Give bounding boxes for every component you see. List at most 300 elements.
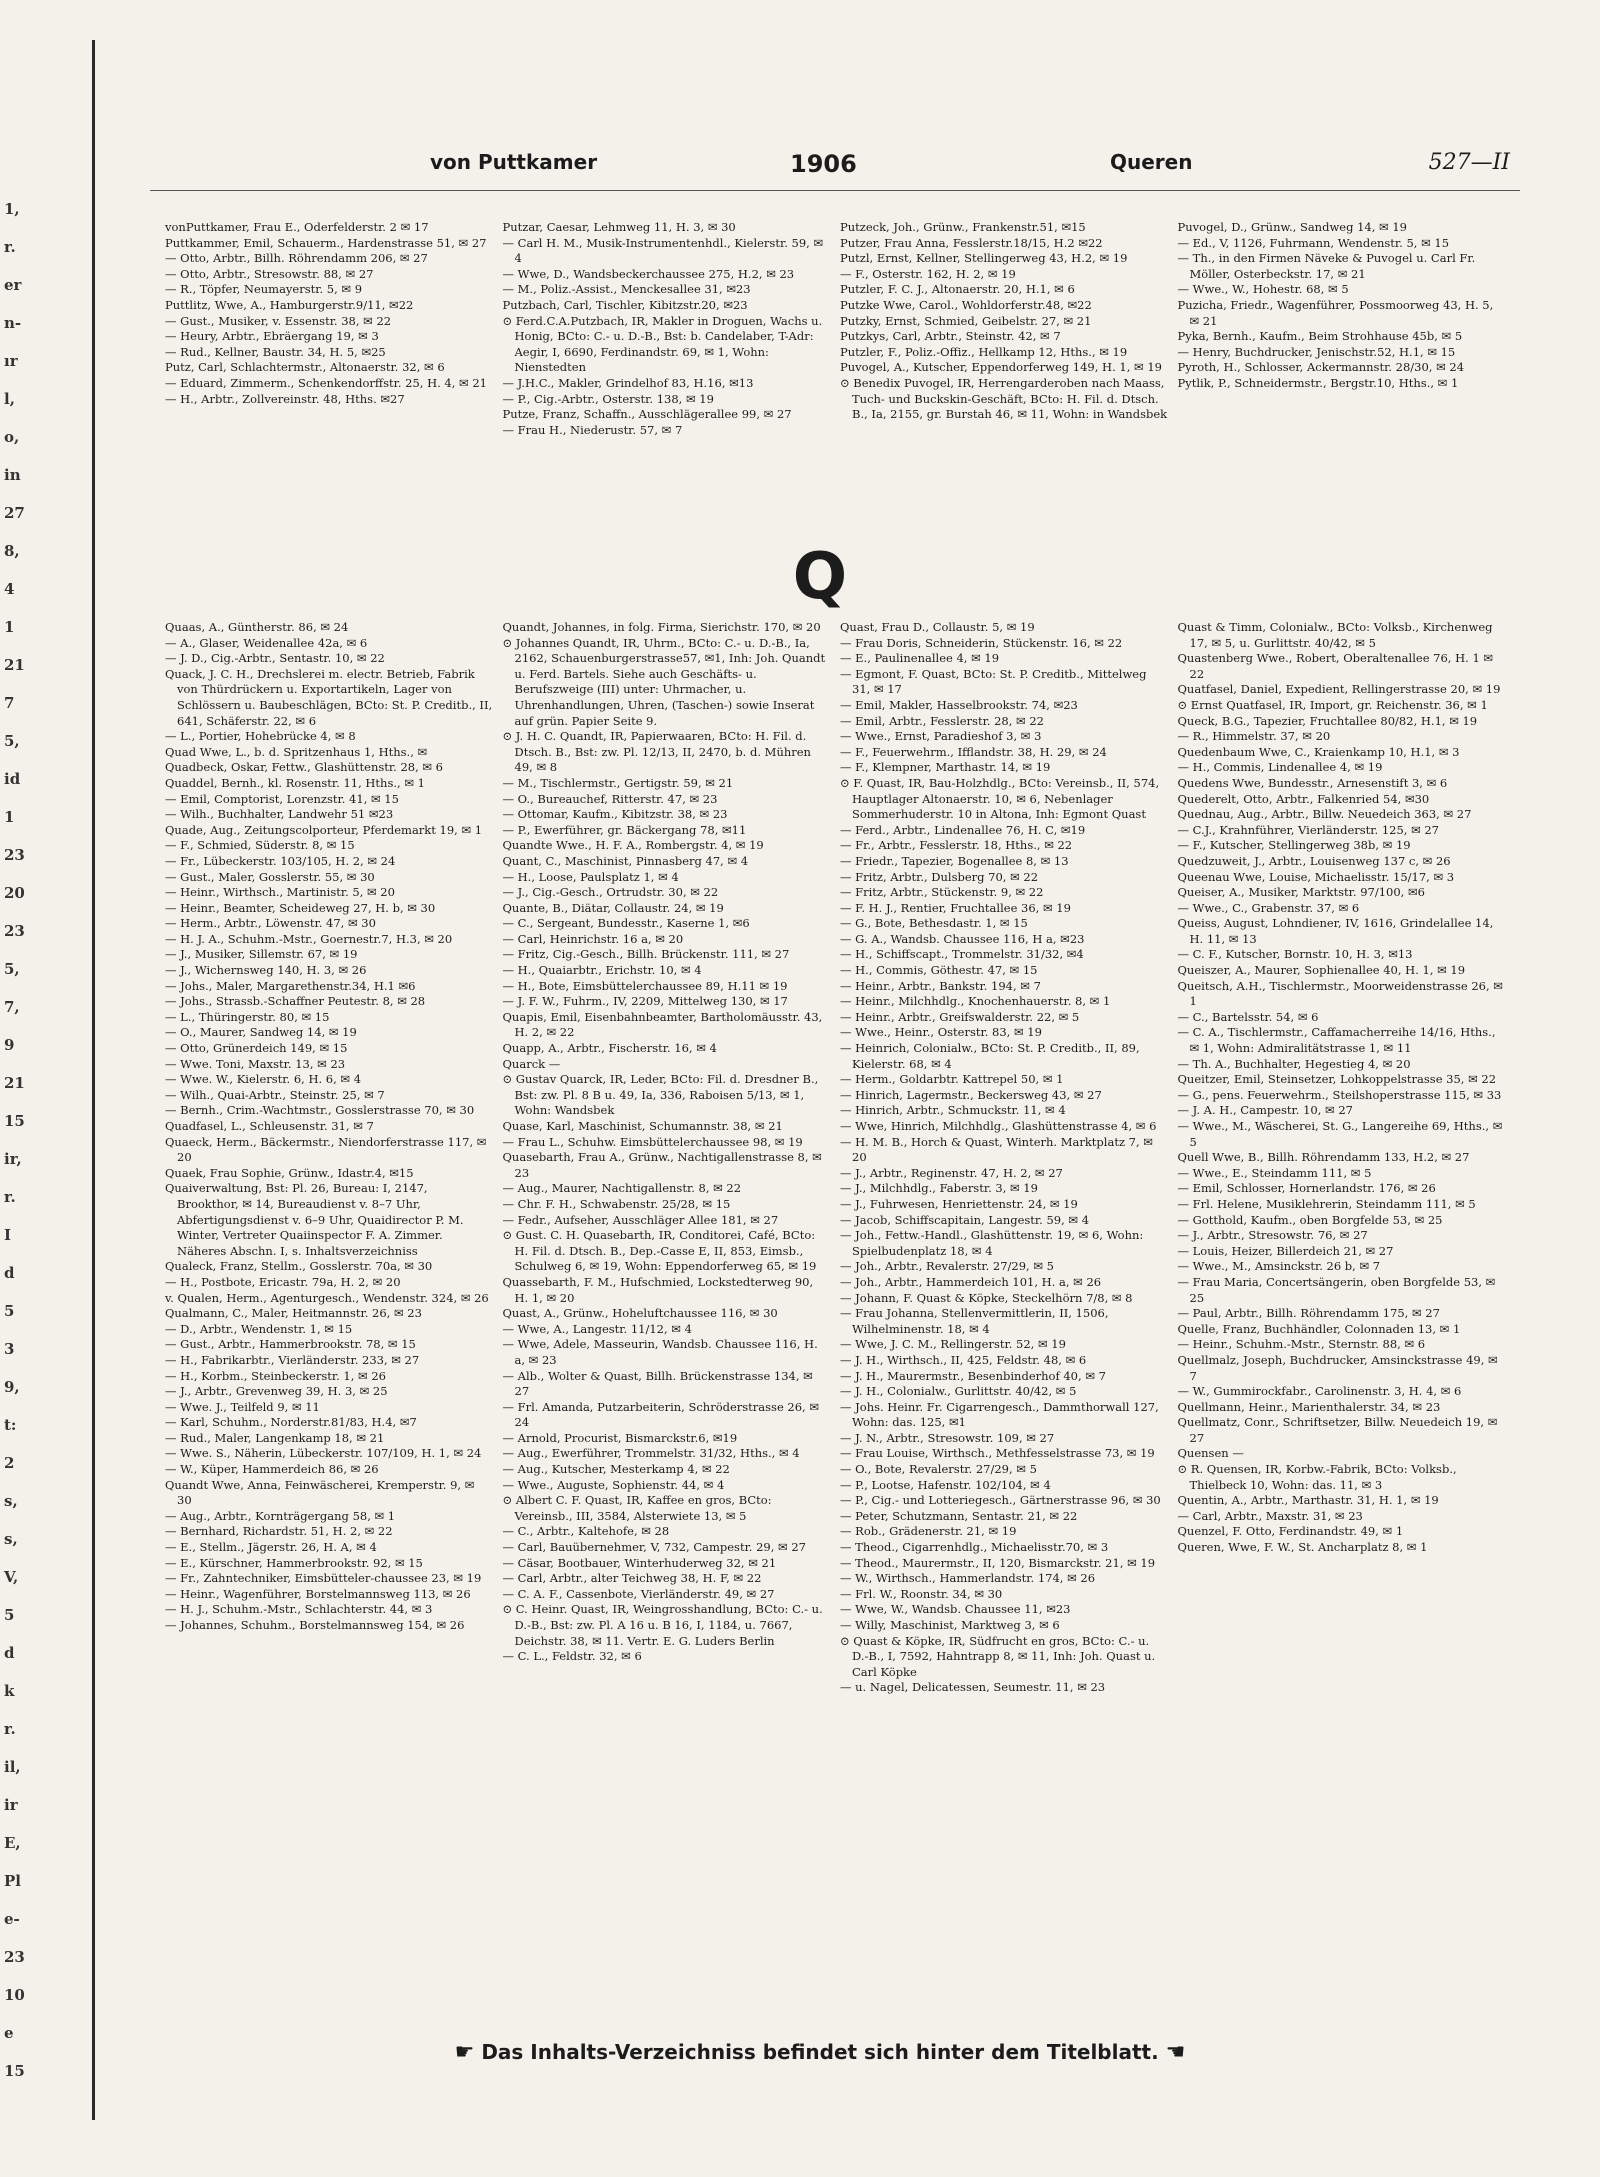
directory-entry: — Johannes, Schuhm., Borstelmannsweg 154, ✉ 26 bbox=[165, 1618, 465, 1632]
directory-entry: Puttlitz, Wwe, A., Hamburgerstr.9/11, ✉22 bbox=[165, 297, 414, 312]
directory-entry: — Gust., Musiker, v. Essenstr. 38, ✉ 22 bbox=[165, 313, 392, 328]
directory-entry: Putz, Carl, Schlachtermstr., Altonaerstr. 32, ✉ 6 bbox=[165, 360, 445, 375]
directory-entry: — Frl. Amanda, Putzarbeiterin, Schröderstrasse 26, ✉ 24 bbox=[502, 1399, 819, 1430]
directory-entry: — J., Arbtr., Grevenweg 39, H. 3, ✉ 25 bbox=[165, 1384, 388, 1399]
top-entries bbox=[165, 220, 1505, 520]
directory-entry: Quaddel, Bernh., kl. Rosenstr. 11, Hths., ✉ 1 bbox=[165, 775, 425, 790]
directory-entry: — Hinrich, Arbtr., Schmuckstr. 11, ✉ 4 bbox=[840, 1103, 1066, 1118]
directory-entry: — u. Nagel, Delicatessen, Seumestr. 11, ✉ 23 bbox=[840, 1680, 1106, 1695]
directory-entry: — J. F. W., Fuhrm., IV, 2209, Mittelweg 130, ✉ 17 bbox=[502, 994, 788, 1009]
header-last-entry: Queren bbox=[1110, 150, 1193, 174]
directory-entry: — Heinr., Wirthsch., Martinistr. 5, ✉ 20 bbox=[165, 885, 395, 900]
directory-entry: — P., Cig.-Arbtr., Osterstr. 138, ✉ 19 bbox=[502, 391, 714, 406]
margin-fragment: il, bbox=[4, 1758, 21, 1776]
directory-entry: Quandt, Johannes, in folg. Firma, Sierichstr. 170, ✉ 20 bbox=[502, 620, 821, 634]
directory-entry: Quante, B., Diätar, Collaustr. 24, ✉ 19 bbox=[502, 900, 724, 915]
directory-entry: Queiszer, A., Maurer, Sophienallee 40, H. 1, ✉ 19 bbox=[1177, 963, 1466, 978]
directory-entry: — W., Gummirockfabr., Carolinenstr. 3, H. 4, ✉ 6 bbox=[1177, 1384, 1462, 1399]
directory-entry: ⊙ Gust. C. H. Quasebarth, IR, Conditorei, Café, BCto: H. Fil. d. Dtsch. B., Dep.-Casse E, II, 853, Eimsb., Schulweg 6, ✉ 19, Wohn: Eppendorferweg 65, ✉ 19 bbox=[502, 1228, 817, 1274]
margin-fragment: 8, bbox=[4, 542, 20, 560]
directory-entry: Puzicha, Friedr., Wagenführer, Possmoorweg 43, H. 5, ✉ 21 bbox=[1177, 297, 1494, 328]
directory-entry: Quandt Wwe, Anna, Feinwäscherei, Kremperstr. 9, ✉ 30 bbox=[165, 1477, 475, 1508]
directory-entry: — Alb., Wolter & Quast, Billh. Brückenstrasse 134, ✉ 27 bbox=[502, 1368, 813, 1399]
section-letter: Q bbox=[792, 540, 848, 614]
directory-entry: — J. H., Maurermstr., Besenbinderhof 40, ✉ 7 bbox=[840, 1368, 1106, 1383]
directory-entry: — Emil, Comptorist, Lorenzstr. 41, ✉ 15 bbox=[165, 791, 399, 806]
directory-entry: — Fritz, Arbtr., Stückenstr. 9, ✉ 22 bbox=[840, 885, 1044, 900]
margin-fragment: 7 bbox=[4, 694, 15, 712]
directory-entry: Quast & Timm, Colonialw., BCto: Volksb., Kirchenweg 17, ✉ 5, u. Gurlittstr. 40/42, ✉ 5 bbox=[1177, 620, 1493, 650]
directory-entry: Puvogel, A., Kutscher, Eppendorferweg 149, H. 1, ✉ 19 bbox=[840, 360, 1162, 375]
pointing-hand-left-icon: ☛ bbox=[454, 2040, 475, 2065]
directory-entry: — H., Loose, Paulsplatz 1, ✉ 4 bbox=[502, 869, 679, 884]
directory-entry: — Bernh., Crim.-Wachtmstr., Gosslerstrasse 70, ✉ 30 bbox=[165, 1103, 475, 1118]
margin-fragment: in bbox=[4, 466, 21, 484]
directory-entry: — Friedr., Tapezier, Bogenallee 8, ✉ 13 bbox=[840, 853, 1069, 868]
directory-entry: — Wwe. W., Kielerstr. 6, H. 6, ✉ 4 bbox=[165, 1072, 362, 1087]
directory-entry: — Wwe., Heinr., Osterstr. 83, ✉ 19 bbox=[840, 1025, 1042, 1040]
directory-entry: — Johs., Strassb.-Schaffner Peutestr. 8, ✉ 28 bbox=[165, 994, 426, 1009]
margin-fragment: 3 bbox=[4, 1340, 15, 1358]
directory-entry: — G., pens. Feuerwehrm., Steilshoperstrasse 115, ✉ 33 bbox=[1177, 1087, 1502, 1102]
directory-entry: — Frl. Helene, Musiklehrerin, Steindamm 111, ✉ 5 bbox=[1177, 1196, 1476, 1211]
directory-entry: — H., Korbm., Steinbeckerstr. 1, ✉ 26 bbox=[165, 1368, 386, 1383]
directory-entry: — L., Portier, Hohebrücke 4, ✉ 8 bbox=[165, 729, 356, 744]
directory-entry: — Wwe., W., Hohestr. 68, ✉ 5 bbox=[1177, 282, 1349, 297]
margin-fragment: 21 bbox=[4, 656, 25, 674]
directory-entry: Pyroth, H., Schlosser, Ackermannstr. 28/30, ✉ 24 bbox=[1177, 360, 1465, 375]
directory-entry: — H., Arbtr., Zollvereinstr. 48, Hths. ✉27 bbox=[165, 391, 405, 406]
directory-entry: — Frau H., Niederustr. 57, ✉ 7 bbox=[502, 422, 683, 437]
directory-entry: Puttkammer, Emil, Schauerm., Hardenstrasse 51, ✉ 27 bbox=[165, 235, 487, 250]
top-column-2 bbox=[503, 220, 831, 520]
directory-entry: — Emil, Makler, Hasselbrookstr. 74, ✉23 bbox=[840, 697, 1078, 712]
directory-entry: — P., Lootse, Hafenstr. 102/104, ✉ 4 bbox=[840, 1477, 1051, 1492]
page-number: 527—II bbox=[1428, 150, 1510, 175]
directory-entry: ⊙ Ferd.C.A.Putzbach, IR, Makler in Droguen, Wachs u. Honig, BCto: C.- u. D.-B., Bst: b. Candelaber, T-Adr: Aegir, I, 6690, Ferdinandstr. 69, ✉ 1, Wohn: Nienstedten bbox=[502, 313, 823, 375]
margin-fragment: r. bbox=[4, 238, 16, 256]
directory-entry: Queiss, August, Lohndiener, IV, 1616, Grindelallee 14, H. 11, ✉ 13 bbox=[1177, 916, 1494, 946]
directory-entry: — Wwe., E., Steindamm 111, ✉ 5 bbox=[1177, 1165, 1372, 1180]
page-header bbox=[150, 150, 1520, 190]
margin-fragment: 1 bbox=[4, 808, 15, 826]
directory-entry: — Herm., Goldarbtr. Kattrepel 50, ✉ 1 bbox=[840, 1072, 1064, 1087]
directory-entry: Putzbach, Carl, Tischler, Kibitzstr.20, ✉23 bbox=[502, 297, 748, 312]
directory-entry: — Heinr., Wagenführer, Borstelmannsweg 113, ✉ 26 bbox=[165, 1586, 471, 1601]
margin-fragment: 20 bbox=[4, 884, 25, 902]
directory-entry: — Wwe., C., Grabenstr. 37, ✉ 6 bbox=[1177, 900, 1360, 915]
directory-entry: — Joh., Fettw.-Handl., Glashüttenstr. 19, ✉ 6, Wohn: Spielbudenplatz 18, ✉ 4 bbox=[840, 1228, 1144, 1258]
directory-entry: — J.H.C., Makler, Grindelhof 83, H.16, ✉13 bbox=[502, 375, 754, 390]
directory-entry: Putzler, F., Poliz.-Offiz., Hellkamp 12, Hths., ✉ 19 bbox=[840, 344, 1128, 359]
directory-entry: ⊙ J. H. C. Quandt, IR, Papierwaaren, BCto: H. Fil. d. Dtsch. B., Bst: zw. Pl. 12/13, II, 2470, b. d. Mühren 49, ✉ 8 bbox=[502, 729, 811, 775]
margin-fragment: E, bbox=[4, 1834, 21, 1852]
directory-entry: — Carl H. M., Musik-Instrumentenhdl., Kielerstr. 59, ✉ 4 bbox=[502, 235, 824, 266]
directory-entry: — Johs. Heinr. Fr. Cigarrengesch., Dammthorwall 127, Wohn: das. 125, ✉1 bbox=[840, 1399, 1159, 1430]
directory-entry: — O., Bureauchef, Ritterstr. 47, ✉ 23 bbox=[502, 791, 718, 806]
directory-entry: — F., Osterstr. 162, H. 2, ✉ 19 bbox=[840, 266, 1016, 281]
directory-entry: — A., Glaser, Weidenallee 42a, ✉ 6 bbox=[165, 635, 368, 650]
directory-entry: — H., Schiffscapt., Trommelstr. 31/32, ✉4 bbox=[840, 947, 1084, 962]
margin-fragment: Pl bbox=[4, 1872, 21, 1890]
directory-entry: Quedens Wwe, Bundesstr., Arnesenstift 3, ✉ 6 bbox=[1177, 775, 1448, 790]
margin-fragment: 1 bbox=[4, 618, 15, 636]
directory-entry: — J., Arbtr., Reginenstr. 47, H. 2, ✉ 27 bbox=[840, 1165, 1063, 1180]
directory-entry: Qualmann, C., Maler, Heitmannstr. 26, ✉ 23 bbox=[165, 1306, 422, 1321]
directory-entry: — Ottomar, Kaufm., Kibitzstr. 38, ✉ 23 bbox=[502, 807, 728, 822]
directory-entry: — M., Poliz.-Assist., Menckesallee 31, ✉23 bbox=[502, 282, 751, 297]
directory-entry: — Wilh., Buchhalter, Landwehr 51 ✉23 bbox=[165, 807, 394, 822]
margin-fragment: e bbox=[4, 2024, 14, 2042]
margin-fragment: d bbox=[4, 1264, 15, 1282]
directory-entry: Queiser, A., Musiker, Marktstr. 97/100, ✉6 bbox=[1177, 885, 1425, 900]
directory-entry: — Gotthold, Kaufm., oben Borgfelde 53, ✉ 25 bbox=[1177, 1212, 1443, 1227]
margin-fragment: k bbox=[4, 1682, 15, 1700]
directory-entry: — Johs., Maler, Margarethenstr.34, H.1 ✉6 bbox=[165, 978, 416, 993]
directory-entry: Quaeck, Herm., Bäckermstr., Niendorferstrasse 117, ✉ 20 bbox=[165, 1134, 487, 1165]
directory-entry: — Fr., Zahntechniker, Eimsbütteler-chaussee 23, ✉ 19 bbox=[165, 1571, 482, 1586]
top-column-4 bbox=[1178, 220, 1506, 520]
directory-entry: — Egmont, F. Quast, BCto: St. P. Creditb., Mittelweg 31, ✉ 17 bbox=[840, 666, 1147, 697]
directory-entry: — Fedr., Aufseher, Ausschläger Allee 181, ✉ 27 bbox=[502, 1212, 779, 1227]
directory-entry: Quenzel, F. Otto, Ferdinandstr. 49, ✉ 1 bbox=[1177, 1524, 1404, 1539]
directory-entry: Putzeck, Joh., Grünw., Frankenstr.51, ✉15 bbox=[840, 220, 1086, 234]
directory-entry: — Joh., Arbtr., Hammerdeich 101, H. a, ✉ 26 bbox=[840, 1274, 1102, 1289]
directory-entry: — Theod., Cigarrenhdlg., Michaelisstr.70, ✉ 3 bbox=[840, 1540, 1109, 1555]
directory-entry: — G., Bote, Bethesdastr. 1, ✉ 15 bbox=[840, 916, 1028, 931]
directory-entry: Quellmalz, Joseph, Buchdrucker, Amsinckstrasse 49, ✉ 7 bbox=[1177, 1352, 1498, 1383]
directory-entry: Putzkys, Carl, Arbtr., Steinstr. 42, ✉ 7 bbox=[840, 329, 1061, 344]
directory-entry: — Karl, Schuhm., Norderstr.81/83, H.4, ✉7 bbox=[165, 1415, 417, 1430]
directory-entry: — C., Bartelsstr. 54, ✉ 6 bbox=[1177, 1009, 1319, 1024]
margin-fragment: 27 bbox=[4, 504, 25, 522]
directory-entry: — Heinr., Milchhdlg., Knochenhauerstr. 8, ✉ 1 bbox=[840, 994, 1111, 1009]
directory-entry: ⊙ Gustav Quarck, IR, Leder, BCto: Fil. d. Dresdner B., Bst: zw. Pl. 8 B u. 49, Ia, 336, Raboisen 5/13, ✉ 1, Wohn: Wandsbek bbox=[502, 1072, 819, 1118]
directory-entry: — Eduard, Zimmerm., Schenkendorffstr. 25, H. 4, ✉ 21 bbox=[165, 375, 487, 390]
directory-entry: Qualeck, Franz, Stellm., Gosslerstr. 70a, ✉ 30 bbox=[165, 1259, 433, 1274]
directory-entry: — Aug., Kutscher, Mesterkamp 4, ✉ 22 bbox=[502, 1462, 730, 1477]
directory-entry: Putzke Wwe, Carol., Wohldorferstr.48, ✉22 bbox=[840, 297, 1092, 312]
directory-entry: — Theod., Maurermstr., II, 120, Bismarckstr. 21, ✉ 19 bbox=[840, 1555, 1156, 1570]
directory-entry: — Wwe, A., Langestr. 11/12, ✉ 4 bbox=[502, 1321, 692, 1336]
directory-entry: — J. A. H., Campestr. 10, ✉ 27 bbox=[1177, 1103, 1353, 1118]
directory-entry: v. Qualen, Herm., Agenturgesch., Wendenstr. 324, ✉ 26 bbox=[165, 1290, 489, 1305]
directory-entry: — Th., in den Firmen Näveke & Puvogel u. Carl Fr. Möller, Osterbeckstr. 17, ✉ 21 bbox=[1177, 251, 1476, 281]
margin-fragment: s, bbox=[4, 1492, 18, 1510]
directory-entry: — Wilh., Quai-Arbtr., Steinstr. 25, ✉ 7 bbox=[165, 1087, 385, 1102]
directory-entry: Quaek, Frau Sophie, Grünw., Idastr.4, ✉15 bbox=[165, 1165, 414, 1180]
directory-entry: — W., Wirthsch., Hammerlandstr. 174, ✉ 26 bbox=[840, 1571, 1096, 1586]
directory-entry: Putzky, Ernst, Schmied, Geibelstr. 27, ✉ 21 bbox=[840, 313, 1092, 328]
directory-entry: — Heinr., Arbtr., Bankstr. 194, ✉ 7 bbox=[840, 978, 1041, 993]
margin-fragment: I bbox=[4, 1226, 12, 1244]
directory-entry: — Otto, Grünerdeich 149, ✉ 15 bbox=[165, 1041, 348, 1056]
directory-entry: Quednau, Aug., Arbtr., Billw. Neuedeich 363, ✉ 27 bbox=[1177, 807, 1472, 822]
directory-entry: — C. F., Kutscher, Bornstr. 10, H. 3, ✉13 bbox=[1177, 947, 1413, 962]
directory-entry: — M., Tischlermstr., Gertigstr. 59, ✉ 21 bbox=[502, 775, 734, 790]
directory-entry: Queenau Wwe, Louise, Michaelisstr. 15/17, ✉ 3 bbox=[1177, 869, 1455, 884]
directory-entry: — Jacob, Schiffscapitain, Langestr. 59, ✉ 4 bbox=[840, 1212, 1090, 1227]
directory-entry: — Paul, Arbtr., Billh. Röhrendamm 175, ✉ 27 bbox=[1177, 1306, 1440, 1321]
directory-entry: Quase, Karl, Maschinist, Schumannstr. 38, ✉ 21 bbox=[502, 1119, 783, 1133]
directory-entry: — H., Quaiarbtr., Erichstr. 10, ✉ 4 bbox=[502, 963, 702, 978]
directory-entry: — G. A., Wandsb. Chaussee 116, H a, ✉23 bbox=[840, 931, 1085, 946]
directory-entry: — C., Arbtr., Kaltehofe, ✉ 28 bbox=[502, 1524, 670, 1539]
directory-entry: — H. J., Schuhm.-Mstr., Schlachterstr. 44, ✉ 3 bbox=[165, 1602, 433, 1617]
previous-page-edge bbox=[0, 40, 95, 2120]
directory-entry: — H. M. B., Horch & Quast, Winterh. Marktplatz 7, ✉ 20 bbox=[840, 1134, 1153, 1165]
directory-entry: Quapp, A., Arbtr., Fischerstr. 16, ✉ 4 bbox=[502, 1041, 717, 1056]
directory-entry: — Aug., Maurer, Nachtigallenstr. 8, ✉ 22 bbox=[502, 1181, 742, 1196]
q-column-4 bbox=[1178, 620, 1506, 2000]
directory-entry: Quensen — bbox=[1177, 1446, 1244, 1461]
q-column-1 bbox=[165, 620, 493, 2000]
margin-fragment: 5, bbox=[4, 960, 20, 978]
q-entries bbox=[165, 620, 1505, 2000]
margin-fragment: 9, bbox=[4, 1378, 20, 1396]
directory-entry: — L., Thüringerstr. 80, ✉ 15 bbox=[165, 1009, 330, 1024]
directory-entry: Puvogel, D., Grünw., Sandweg 14, ✉ 19 bbox=[1177, 220, 1407, 234]
directory-entry: — F., Klempner, Marthastr. 14, ✉ 19 bbox=[840, 760, 1051, 775]
directory-entry: — Frau Doris, Schneiderin, Stückenstr. 16, ✉ 22 bbox=[840, 635, 1123, 650]
directory-entry: — Wwe, Adele, Masseurin, Wandsb. Chaussee 116, H. a, ✉ 23 bbox=[502, 1337, 818, 1367]
directory-entry: — R., Töpfer, Neumayerstr. 5, ✉ 9 bbox=[165, 282, 363, 297]
directory-entry: — Wwe, W., Wandsb. Chaussee 11, ✉23 bbox=[840, 1602, 1071, 1617]
directory-entry: — Aug., Arbtr., Kornträgergang 58, ✉ 1 bbox=[165, 1508, 396, 1523]
directory-entry: ⊙ Benedix Puvogel, IR, Herrengarderoben nach Maass, Tuch- und Buckskin-Geschäft, BCto: H. Fil. d. Dtsch. B., Ia, 2155, gr. Burstah 46, ✉ 11, Wohn: in Wandsbek bbox=[840, 375, 1168, 422]
directory-entry: — Ferd., Arbtr., Lindenallee 76, H. C, ✉19 bbox=[840, 822, 1086, 837]
directory-entry: — P., Cig.- und Lotteriegesch., Gärtnerstrasse 96, ✉ 30 bbox=[840, 1493, 1161, 1508]
directory-entry: Queck, B.G., Tapezier, Fruchtallee 80/82, H.1, ✉ 19 bbox=[1177, 713, 1478, 728]
directory-entry: — Fritz, Cig.-Gesch., Billh. Brückenstr. 111, ✉ 27 bbox=[502, 947, 790, 962]
directory-entry: — Gust., Maler, Gosslerstr. 55, ✉ 30 bbox=[165, 869, 375, 884]
directory-entry: — J., Cig.-Gesch., Ortrudstr. 30, ✉ 22 bbox=[502, 885, 719, 900]
directory-entry: — O., Bote, Revalerstr. 27/29, ✉ 5 bbox=[840, 1462, 1037, 1477]
directory-entry: — Frl. W., Roonstr. 34, ✉ 30 bbox=[840, 1586, 1003, 1601]
margin-fragment: d bbox=[4, 1644, 15, 1662]
directory-entry: Quastenberg Wwe., Robert, Oberaltenallee 76, H. 1 ✉ 22 bbox=[1177, 651, 1494, 681]
directory-entry: Quaas, A., Güntherstr. 86, ✉ 24 bbox=[165, 620, 349, 634]
directory-entry: — Carl, Bauübernehmer, V, 732, Campestr. 29, ✉ 27 bbox=[502, 1540, 806, 1555]
directory-entry: — Fritz, Arbtr., Dulsberg 70, ✉ 22 bbox=[840, 869, 1039, 884]
margin-fragment: 2 bbox=[4, 1454, 15, 1472]
directory-entry: Putzler, F. C. J., Altonaerstr. 20, H.1, ✉ 6 bbox=[840, 282, 1075, 297]
margin-fragment: 10 bbox=[4, 1986, 25, 2004]
directory-entry: — J. H., Wirthsch., II, 425, Feldstr. 48, ✉ 6 bbox=[840, 1352, 1087, 1367]
directory-entry: Quedenbaum Wwe, C., Kraienkamp 10, H.1, ✉ 3 bbox=[1177, 744, 1460, 759]
margin-fragment: er bbox=[4, 276, 22, 294]
directory-entry: — Bernhard, Richardstr. 51, H. 2, ✉ 22 bbox=[165, 1524, 393, 1539]
top-column-1 bbox=[165, 220, 493, 520]
margin-fragment: V, bbox=[4, 1568, 19, 1586]
margin-fragment: t: bbox=[4, 1416, 17, 1434]
directory-entry: — Hinrich, Lagermstr., Beckersweg 43, ✉ 27 bbox=[840, 1087, 1102, 1102]
directory-entry: — Wwe., M., Amsinckstr. 26 b, ✉ 7 bbox=[1177, 1259, 1381, 1274]
directory-entry: — R., Himmelstr. 37, ✉ 20 bbox=[1177, 729, 1331, 744]
directory-entry: — Wwe. J., Teilfeld 9, ✉ 11 bbox=[165, 1399, 320, 1414]
q-column-3 bbox=[840, 620, 1168, 2000]
directory-entry: — J., Milchhdlg., Faberstr. 3, ✉ 19 bbox=[840, 1181, 1038, 1196]
directory-entry: — Wwe. S., Näherin, Lübeckerstr. 107/109, H. 1, ✉ 24 bbox=[165, 1446, 482, 1461]
directory-entry: — Johann, F. Quast & Köpke, Steckelhörn 7/8, ✉ 8 bbox=[840, 1290, 1133, 1305]
margin-fragment: ir bbox=[4, 1796, 18, 1814]
directory-entry: — J. H., Colonialw., Gurlittstr. 40/42, ✉ 5 bbox=[840, 1384, 1077, 1399]
margin-fragment: 15 bbox=[4, 2062, 25, 2080]
margin-fragment: 23 bbox=[4, 922, 25, 940]
margin-fragment: r. bbox=[4, 1188, 16, 1206]
margin-fragment: 15 bbox=[4, 1112, 25, 1130]
margin-fragment: 9 bbox=[4, 1036, 15, 1054]
directory-entry: — Willy, Maschinist, Marktweg 3, ✉ 6 bbox=[840, 1618, 1060, 1632]
directory-entry: — Aug., Ewerführer, Trommelstr. 31/32, Hths., ✉ 4 bbox=[502, 1446, 800, 1461]
directory-entry: — H., Fabrikarbtr., Vierländerstr. 233, ✉ 27 bbox=[165, 1352, 420, 1367]
margin-fragment: id bbox=[4, 770, 21, 788]
directory-entry: — Louis, Heizer, Billerdeich 21, ✉ 27 bbox=[1177, 1243, 1394, 1258]
directory-entry: — Wwe, D., Wandsbeckerchaussee 275, H.2, ✉ 23 bbox=[502, 266, 795, 281]
directory-entry: Quast, Frau D., Collaustr. 5, ✉ 19 bbox=[840, 620, 1035, 634]
directory-entry: — Wwe, J. C. M., Rellingerstr. 52, ✉ 19 bbox=[840, 1337, 1066, 1352]
directory-entry: Quassebarth, F. M., Hufschmied, Lockstedterweg 90, H. 1, ✉ 20 bbox=[502, 1274, 814, 1305]
directory-entry: Quentin, A., Arbtr., Marthastr. 31, H. 1, ✉ 19 bbox=[1177, 1493, 1439, 1508]
directory-entry: — H., Bote, Eimsbüttelerchaussee 89, H.11 ✉ 19 bbox=[502, 978, 788, 993]
margin-fragment: 23 bbox=[4, 1948, 25, 1966]
directory-entry: — Joh., Arbtr., Revalerstr. 27/29, ✉ 5 bbox=[840, 1259, 1054, 1274]
directory-entry: — Wwe., Auguste, Sophienstr. 44, ✉ 4 bbox=[502, 1477, 725, 1492]
q-column-2 bbox=[503, 620, 831, 2000]
directory-entry: — Heury, Arbtr., Ebräergang 19, ✉ 3 bbox=[165, 329, 379, 344]
directory-entry: — F., Schmied, Süderstr. 8, ✉ 15 bbox=[165, 838, 355, 853]
directory-entry: — H., Commis, Göthestr. 47, ✉ 15 bbox=[840, 963, 1038, 978]
directory-entry: Quellmann, Heinr., Marienthalerstr. 34, ✉ 23 bbox=[1177, 1399, 1441, 1414]
directory-entry: Quast, A., Grünw., Hoheluftchaussee 116, ✉ 30 bbox=[502, 1306, 778, 1321]
directory-entry: — Heinr., Schuhm.-Mstr., Sternstr. 88, ✉ 6 bbox=[1177, 1337, 1426, 1352]
margin-fragment: r. bbox=[4, 1720, 16, 1738]
directory-entry: — Gust., Arbtr., Hammerbrookstr. 78, ✉ 15 bbox=[165, 1337, 416, 1352]
directory-entry: — E., Paulinenallee 4, ✉ 19 bbox=[840, 651, 1000, 666]
directory-entry: — J. N., Arbtr., Stresowstr. 109, ✉ 27 bbox=[840, 1430, 1055, 1445]
margin-fragment: ır bbox=[4, 352, 18, 370]
margin-fragment: 23 bbox=[4, 846, 25, 864]
directory-entry: Quant, C., Maschinist, Pinnasberg 47, ✉ 4 bbox=[502, 853, 749, 868]
pointing-hand-right-icon: ☚ bbox=[1165, 2040, 1186, 2065]
directory-entry: — Henry, Buchdrucker, Jenischstr.52, H.1, ✉ 15 bbox=[1177, 344, 1456, 359]
directory-entry: — J., Fuhrwesen, Henriettenstr. 24, ✉ 19 bbox=[840, 1196, 1078, 1211]
directory-entry: — Fr., Arbtr., Fesslerstr. 18, Hths., ✉ 22 bbox=[840, 838, 1073, 853]
directory-entry: — J., Musiker, Sillemstr. 67, ✉ 19 bbox=[165, 947, 358, 962]
directory-entry: — Emil, Schlosser, Hornerlandstr. 176, ✉ 26 bbox=[1177, 1181, 1436, 1196]
directory-entry: — Heinrich, Colonialw., BCto: St. P. Creditb., II, 89, Kielerstr. 68, ✉ 4 bbox=[840, 1041, 1140, 1071]
directory-entry: — Frau Louise, Wirthsch., Methfesselstrasse 73, ✉ 19 bbox=[840, 1446, 1155, 1461]
directory-entry: — E., Kürschner, Hammerbrookstr. 92, ✉ 15 bbox=[165, 1555, 423, 1570]
directory-entry: — H., Commis, Lindenallee 4, ✉ 19 bbox=[1177, 760, 1383, 775]
margin-fragment: ir, bbox=[4, 1150, 22, 1168]
directory-entry: — Heinr., Beamter, Scheideweg 27, H. b, ✉ 30 bbox=[165, 900, 436, 915]
directory-entry: ⊙ Quast & Köpke, IR, Südfrucht en gros, BCto: C.- u. D.-B., I, 7592, Hahntrapp 8, ✉ 11, Inh: Joh. Quast u. Carl Köpke bbox=[840, 1633, 1156, 1679]
margin-fragment: 5 bbox=[4, 1302, 15, 1320]
directory-entry: — Rud., Kellner, Baustr. 34, H. 5, ✉25 bbox=[165, 344, 386, 359]
directory-entry: — Peter, Schutzmann, Sentastr. 21, ✉ 22 bbox=[840, 1508, 1078, 1523]
directory-entry: — P., Ewerführer, gr. Bäckergang 78, ✉11 bbox=[502, 822, 747, 837]
directory-entry: Putze, Franz, Schaffn., Ausschlägerallee 99, ✉ 27 bbox=[502, 407, 792, 422]
directory-entry: — Frau Maria, Concertsängerin, oben Borgfelde 53, ✉ 25 bbox=[1177, 1274, 1496, 1305]
directory-entry: — J., Arbtr., Stresowstr. 76, ✉ 27 bbox=[1177, 1228, 1368, 1243]
directory-entry: ⊙ R. Quensen, IR, Korbw.-Fabrik, BCto: Volksb., Thielbeck 10, Wohn: das. 11, ✉ 3 bbox=[1177, 1462, 1457, 1492]
margin-fragment: s, bbox=[4, 1530, 18, 1548]
directory-entry: — Wwe., Ernst, Paradieshof 3, ✉ 3 bbox=[840, 729, 1042, 744]
top-column-3 bbox=[840, 220, 1168, 520]
directory-entry: ⊙ Ernst Quatfasel, IR, Import, gr. Reichenstr. 36, ✉ 1 bbox=[1177, 697, 1488, 712]
directory-entry: — H., Postbote, Ericastr. 79a, H. 2, ✉ 20 bbox=[165, 1274, 401, 1289]
directory-entry: Putzar, Caesar, Lehmweg 11, H. 3, ✉ 30 bbox=[502, 220, 736, 234]
footer-text: Das Inhalts-Verzeichniss befindet sich hinter dem Titelblatt. bbox=[481, 2040, 1159, 2064]
directory-entry: — Frau Johanna, Stellenvermittlerin, II, 1506, Wilhelminenstr. 18, ✉ 4 bbox=[840, 1306, 1109, 1336]
directory-entry: — Wwe, Hinrich, Milchhdlg., Glashüttenstrasse 4, ✉ 6 bbox=[840, 1119, 1157, 1133]
directory-entry: — Fr., Lübeckerstr. 103/105, H. 2, ✉ 24 bbox=[165, 853, 396, 868]
directory-entry: Quaiverwaltung, Bst: Pl. 26, Bureau: I, 2147, Brookthor, ✉ 14, Bureaudienst v. 8–7 Uhr, Abfertigungsdienst v. 6–9 Uhr, Quaidirector P. M. Winter, Vertreter Quaiinspector F. A. Zimmer. Näheres Abschn. I, s. Inhaltsverzeichniss bbox=[165, 1181, 464, 1258]
directory-entry: — C., Sergeant, Bundesstr., Kaserne 1, ✉6 bbox=[502, 916, 750, 931]
directory-entry: — Herm., Arbtr., Löwenstr. 47, ✉ 30 bbox=[165, 916, 376, 931]
directory-entry: — Rob., Grädenerstr. 21, ✉ 19 bbox=[840, 1524, 1017, 1539]
directory-entry: — W., Küper, Hammerdeich 86, ✉ 26 bbox=[165, 1462, 379, 1477]
directory-entry: — H. J. A., Schuhm.-Mstr., Goernestr.7, H.3, ✉ 20 bbox=[165, 931, 453, 946]
directory-entry: Queitsch, A.H., Tischlermstr., Moorweidenstrasse 26, ✉ 1 bbox=[1177, 978, 1503, 1009]
directory-entry: — J. D., Cig.-Arbtr., Sentastr. 10, ✉ 22 bbox=[165, 651, 385, 666]
footer-note bbox=[120, 2040, 1520, 2065]
margin-fragment: 7, bbox=[4, 998, 20, 1016]
margin-fragment: e- bbox=[4, 1910, 20, 1928]
directory-entry: Quapis, Emil, Eisenbahnbeamter, Bartholomäusstr. 43, H. 2, ✉ 22 bbox=[502, 1009, 823, 1040]
directory-entry: — Wwe., M., Wäscherei, St. G., Langereihe 69, Hths., ✉ 5 bbox=[1177, 1119, 1503, 1149]
margin-fragment: 5, bbox=[4, 732, 20, 750]
directory-entry: — Cäsar, Bootbauer, Winterhuderweg 32, ✉ 21 bbox=[502, 1555, 777, 1570]
directory-entry: — Emil, Arbtr., Fesslerstr. 28, ✉ 22 bbox=[840, 713, 1044, 728]
directory-entry: Quarck — bbox=[502, 1056, 561, 1071]
directory-entry: Quelle, Franz, Buchhändler, Colonnaden 13, ✉ 1 bbox=[1177, 1321, 1461, 1336]
directory-entry: — Carl, Arbtr., Maxstr. 31, ✉ 23 bbox=[1177, 1508, 1363, 1523]
directory-entry: — O., Maurer, Sandweg 14, ✉ 19 bbox=[165, 1025, 357, 1040]
directory-entry: Quadbeck, Oskar, Fettw., Glashüttenstr. 28, ✉ 6 bbox=[165, 760, 443, 775]
directory-entry: vonPuttkamer, Frau E., Oderfelderstr. 2 ✉ 17 bbox=[165, 220, 429, 234]
margin-fragment: o, bbox=[4, 428, 20, 446]
directory-entry: Quasebarth, Frau A., Grünw., Nachtigallenstrasse 8, ✉ 23 bbox=[502, 1150, 822, 1180]
directory-entry: — Arnold, Procurist, Bismarckstr.6, ✉19 bbox=[502, 1430, 738, 1445]
margin-fragment: l, bbox=[4, 390, 15, 408]
directory-entry: Queren, Wwe, F. W., St. Ancharplatz 8, ✉ 1 bbox=[1177, 1540, 1428, 1555]
directory-entry: — C. L., Feldstr. 32, ✉ 6 bbox=[502, 1649, 642, 1664]
header-first-entry: von Puttkamer bbox=[430, 150, 598, 174]
directory-entry: ⊙ C. Heinr. Quast, IR, Weingrosshandlung, BCto: C.- u. D.-B., Bst: zw. Pl. A 16 u. B 16, I, 1184, u. 7667, Deichstr. 38, ✉ 11. Vertr. E. G. Luders Berlin bbox=[502, 1602, 823, 1648]
directory-entry: — Carl, Heinrichstr. 16 a, ✉ 20 bbox=[502, 931, 684, 946]
directory-entry: — J., Wichernsweg 140, H. 3, ✉ 26 bbox=[165, 963, 367, 978]
directory-entry: — F., Kutscher, Stellingerweg 38b, ✉ 19 bbox=[1177, 838, 1411, 853]
directory-entry: ⊙ Albert C. F. Quast, IR, Kaffee en gros, BCto: Vereinsb., III, 3584, Alsterwiete 13, ✉ 5 bbox=[502, 1493, 772, 1523]
directory-entry: — F., Feuerwehrm., Ifflandstr. 38, H. 29, ✉ 24 bbox=[840, 744, 1107, 759]
directory-entry: Quederelt, Otto, Arbtr., Falkenried 54, ✉30 bbox=[1177, 791, 1430, 806]
directory-entry: Quellmatz, Conr., Schriftsetzer, Billw. Neuedeich 19, ✉ 27 bbox=[1177, 1415, 1498, 1445]
directory-entry: Quandte Wwe., H. F. A., Rombergstr. 4, ✉ 19 bbox=[502, 838, 764, 853]
directory-entry: Pytlik, P., Schneidermstr., Bergstr.10, Hths., ✉ 1 bbox=[1177, 375, 1459, 390]
directory-entry: Putzer, Frau Anna, Fesslerstr.18/15, H.2 ✉22 bbox=[840, 235, 1103, 250]
directory-entry: Quedzuweit, J., Arbtr., Louisenweg 137 c, ✉ 26 bbox=[1177, 853, 1451, 868]
margin-fragment: 1, bbox=[4, 200, 20, 218]
directory-entry: — Wwe. Toni, Maxstr. 13, ✉ 23 bbox=[165, 1056, 346, 1071]
directory-entry: — Otto, Arbtr., Stresowstr. 88, ✉ 27 bbox=[165, 266, 374, 281]
header-divider bbox=[150, 190, 1520, 191]
directory-entry: Quatfasel, Daniel, Expedient, Rellingerstrasse 20, ✉ 19 bbox=[1177, 682, 1501, 697]
margin-fragment: n- bbox=[4, 314, 22, 332]
directory-entry: Quell Wwe, B., Billh. Röhrendamm 133, H.2, ✉ 27 bbox=[1177, 1150, 1470, 1165]
directory-entry: — Chr. F. H., Schwabenstr. 25/28, ✉ 15 bbox=[502, 1196, 731, 1211]
